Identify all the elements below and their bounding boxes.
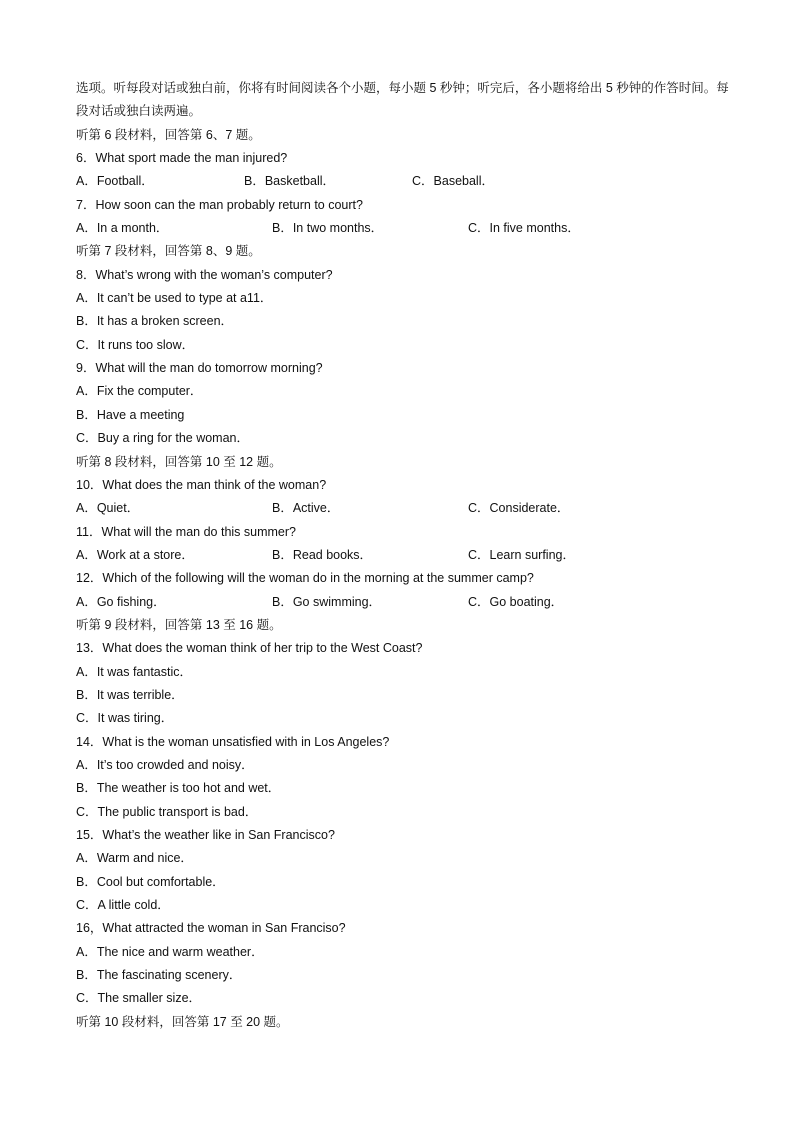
section-heading-7: 听第 7 段材料，回答第 8、9 题。	[76, 244, 261, 259]
question-11-option-b: B．Read books．	[272, 547, 373, 562]
question-16-stem: 16，What attracted the woman in San Franciso?	[76, 921, 346, 936]
section-heading-9: 听第 9 段材料，回答第 13 至 16 题。	[76, 617, 282, 632]
question-7-option-c: C．In five months．	[468, 221, 580, 236]
question-16-option-b: B．The fascinating scenery．	[76, 968, 242, 983]
question-10-option-c: C．Considerate．	[468, 501, 570, 516]
question-13-option-c: C．It was tiring．	[76, 711, 174, 726]
question-6-options	[76, 170, 736, 193]
question-6-option-c: C．Baseball．	[412, 174, 494, 189]
question-10-option-a: A．Quiet．	[76, 501, 140, 516]
question-10-stem: 10．What does the man think of the woman?	[76, 477, 327, 492]
question-6-stem: 6．What sport made the man injured?	[76, 151, 288, 166]
question-11-option-a: A．Work at a store．	[76, 547, 194, 562]
question-11-options	[76, 544, 736, 567]
section-heading-8: 听第 8 段材料，回答第 10 至 12 题。	[76, 454, 282, 469]
question-6-option-a: A．Football．	[76, 174, 154, 189]
question-12-option-a: A．Go fishing．	[76, 594, 166, 609]
question-14-stem: 14．What is the woman unsatisfied with in Los Angeles?	[76, 734, 390, 749]
question-6-option-b: B．Basketball．	[244, 174, 336, 189]
question-15-option-b: B．Cool but comfortable．	[76, 874, 225, 889]
question-8-option-b: B．It has a broken screen．	[76, 314, 234, 329]
question-8-option-c: C．It runs too slow．	[76, 337, 195, 352]
question-13-stem: 13．What does the woman think of her trip to the West Coast?	[76, 641, 423, 656]
question-9-option-c: C．Buy a ring for the woman．	[76, 431, 249, 446]
question-14-option-a: A．It’s too crowded and noisy．	[76, 757, 254, 772]
question-12-option-b: B．Go swimming．	[272, 594, 382, 609]
question-15-option-c: C．A little cold．	[76, 898, 170, 913]
question-15-stem: 15．What’s the weather like in San Francisco?	[76, 828, 335, 842]
question-7-stem: 7．How soon can the man probably return to court?	[76, 197, 363, 212]
question-14-option-b: B．The weather is too hot and wet．	[76, 781, 281, 796]
question-9-stem: 9．What will the man do tomorrow morning?	[76, 361, 323, 376]
question-12-stem: 12．Which of the following will the woman do in the morning at the summer camp?	[76, 571, 534, 586]
question-7-option-a: A．In a month．	[76, 221, 169, 236]
section-instructions: 选项。听每段对话或独白前，你将有时间阅读各个小题，每小题 5 秒钟；听完后，各小题将给出 5 秒钟的作答时间。每段对话或独白读两遍。	[76, 81, 729, 119]
question-12-options	[76, 591, 736, 614]
question-8-stem: 8．What’s wrong with the woman’s computer?	[76, 267, 333, 282]
question-14-option-c: C．The public transport is bad．	[76, 804, 258, 819]
question-9-option-b: B．Have a meeting	[76, 407, 185, 422]
question-15-option-a: A．Warm and nice．	[76, 851, 193, 866]
question-11-option-c: C．Learn surfing．	[468, 547, 575, 562]
question-13-option-a: A．It was fantastic．	[76, 664, 193, 679]
section-heading-6: 听第 6 段材料，回答第 6、7 题。	[76, 127, 261, 142]
question-8-option-a: A．It can’t be used to type at a11．	[76, 291, 273, 306]
question-12-option-c: C．Go boating．	[468, 594, 564, 609]
question-10-option-b: B．Active．	[272, 501, 340, 516]
question-10-options	[76, 497, 736, 520]
question-7-option-b: B．In two months．	[272, 221, 384, 236]
question-16-option-a: A．The nice and warm weather．	[76, 944, 264, 959]
listening-section	[76, 77, 736, 1034]
question-11-stem: 11．What will the man do this summer?	[76, 524, 296, 539]
section-heading-10: 听第 10 段材料，回答第 17 至 20 题。	[76, 1014, 289, 1029]
question-9-option-a: A．Fix the computer．	[76, 384, 203, 399]
question-7-options	[76, 217, 736, 240]
question-13-option-b: B．It was terrible．	[76, 687, 184, 702]
question-16-option-c: C．The smaller size．	[76, 991, 202, 1006]
